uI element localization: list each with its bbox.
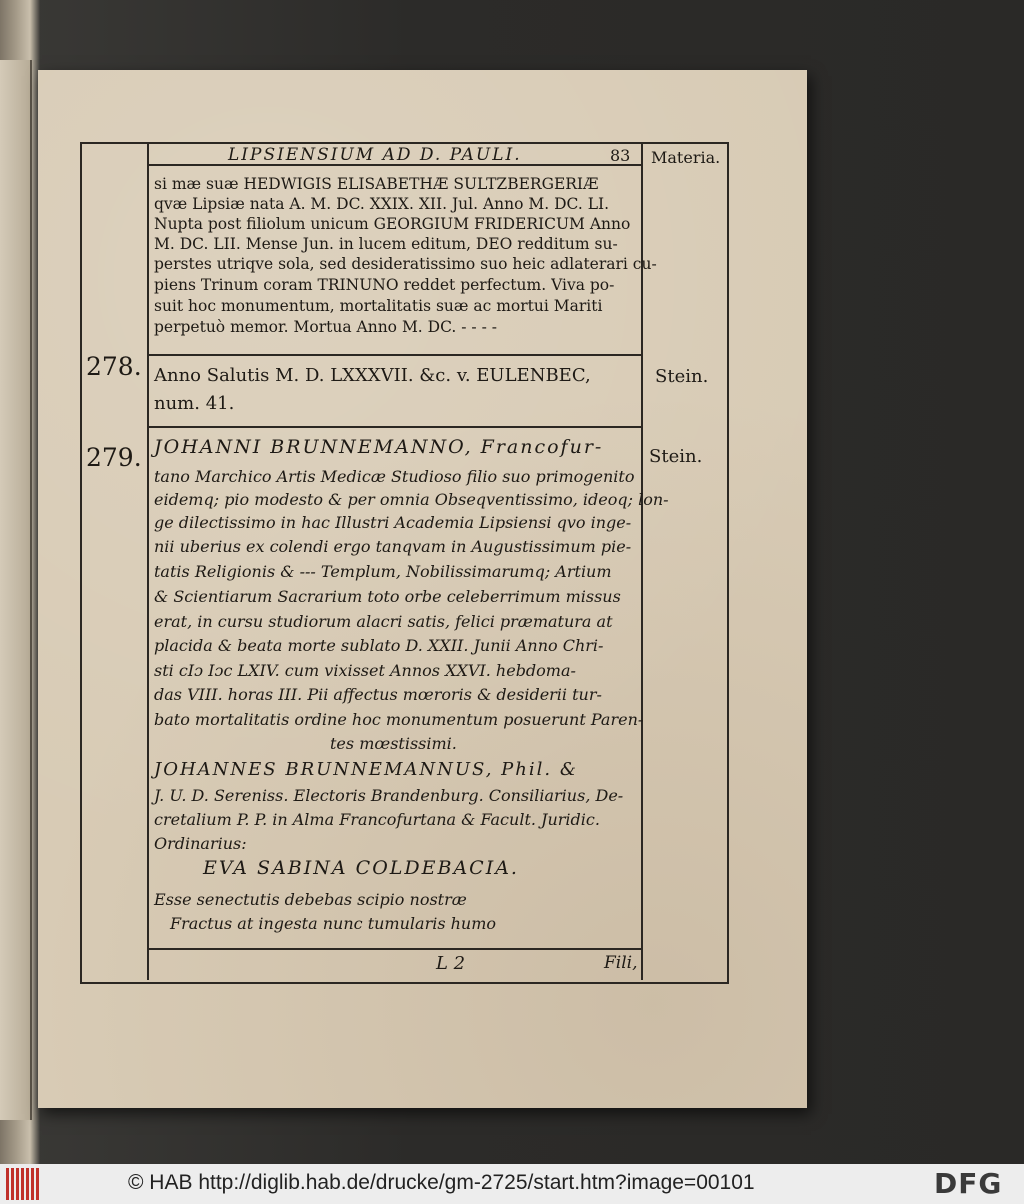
dfg-logo: DFG (934, 1167, 1003, 1200)
rule-before-278 (147, 354, 641, 356)
text-line: JOHANNES BRUNNEMANNUS, Phil. & (154, 759, 578, 780)
text-line: Nupta post filiolum unicum GEORGIUM FRIDERICUM Anno (154, 215, 631, 233)
text-line: perpetuò memor. Mortua Anno M. DC. - - - - (154, 318, 497, 336)
running-header: LIPSIENSIUM AD D. PAULI. (228, 145, 522, 165)
text-line: bato mortalitatis ordine hoc monumentum posuerunt Paren- (154, 710, 644, 729)
text-line: qvæ Lipsiæ nata A. M. DC. XXIX. XII. Jul. Anno M. DC. LI. (154, 195, 610, 213)
text-line: sti cIɔ Iɔc LXIV. cum vixisset Annos XXVI. hebdoma- (154, 661, 576, 680)
hab-logo-icon (6, 1168, 46, 1200)
text-line: cretalium P. P. in Alma Francofurtana & Facult. Juridic. (154, 810, 600, 829)
text-line: nii uberius ex colendi ergo tanqvam in Augustissimum pie- (154, 537, 632, 556)
entry-number-278: 278. (86, 352, 142, 381)
entry-number-279: 279. (86, 443, 142, 472)
catchword: Fili, (604, 953, 638, 973)
text-line: eidemq; pio modesto & per omnia Obseqventissimo, ideoq; lon- (154, 490, 669, 509)
text-line: perstes utriqve sola, sed desideratissimo suo heic adlaterari cu- (154, 255, 657, 273)
text-line: Ordinarius: (154, 834, 247, 853)
text-line: & Scientiarum Sacrarium toto orbe celeberrimum missus (154, 587, 621, 606)
text-line: JOHANNI BRUNNEMANNO, Francofur- (154, 436, 604, 458)
text-line: erat, in cursu studiorum alacri satis, felici præmatura at (154, 612, 613, 631)
margin-note-materia: Materia. (651, 148, 721, 167)
page-number: 83 (610, 146, 631, 165)
text-line: J. U. D. Sereniss. Electoris Brandenburg. Consiliarius, De- (154, 786, 624, 805)
verse-line: Fractus at ingesta nunc tumularis humo (170, 914, 497, 933)
text-line: tatis Religionis & --- Templum, Nobilissimarumq; Artium (154, 562, 612, 581)
text-line: suit hoc monumentum, mortalitatis suæ ac mortui Mariti (154, 297, 603, 315)
text-line: Anno Salutis M. D. LXXXVII. &c. v. EULENBEC, (154, 365, 591, 386)
text-line: M. DC. LII. Mense Jun. in lucem editum, DEO redditum su- (154, 235, 618, 253)
text-line: piens Trinum coram TRINUNO reddet perfectum. Viva po- (154, 276, 615, 294)
text-line: tano Marchico Artis Medicæ Studioso filio suo primogenito (154, 467, 635, 486)
verse-line: Esse senectutis debebas scipio nostræ (154, 890, 467, 909)
text-line: num. 41. (154, 393, 235, 414)
signature-mark: L 2 (436, 953, 466, 974)
text-line: placida & beata morte sublato D. XXII. Junii Anno Chri- (154, 636, 604, 655)
text-line: tes mœstissimi. (330, 734, 457, 753)
wife-name: EVA SABINA COLDEBACIA. (203, 857, 519, 879)
left-column-rule (147, 142, 149, 980)
footer-rule (147, 948, 641, 950)
margin-note-278: Stein. (655, 366, 709, 387)
previous-page-sliver (0, 60, 32, 1120)
copyright-text: © HAB http://diglib.hab.de/drucke/gm-2725/start.htm?image=00101 (128, 1171, 755, 1194)
rule-before-279 (147, 426, 641, 428)
text-line: das VIII. horas III. Pii affectus mœroris & desiderii tur- (154, 685, 602, 704)
margin-note-279: Stein. (649, 446, 703, 467)
text-line: ge dilectissimo in hac Illustri Academia Lipsiensi qvo inge- (154, 513, 632, 532)
text-line: si mæ suæ HEDWIGIS ELISABETHÆ SULTZBERGERIÆ (154, 175, 599, 193)
